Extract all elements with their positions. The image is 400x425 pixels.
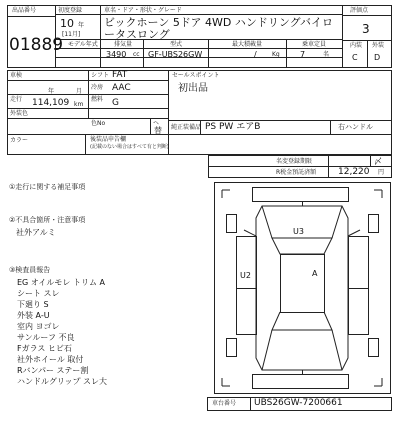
inspector-report-list: [17, 277, 197, 387]
car-name-label: 車名・ドア・形状・グレード: [104, 7, 182, 14]
fuel-value: G: [112, 98, 119, 108]
report-line: 下廻り S: [17, 300, 49, 309]
inspection-label: 車検: [10, 72, 23, 79]
drive-side-label: 右ハンドル: [338, 123, 373, 131]
tax-unit: 円: [378, 169, 385, 176]
driving-notes-label: ①走行に関する補足事項: [9, 183, 86, 191]
tax-value: 12,220: [338, 167, 370, 177]
first-reg-year: 10: [60, 17, 74, 30]
displacement-label: 排気量: [114, 41, 133, 48]
mileage-unit: km: [74, 101, 84, 108]
damage-mark-roof-rear: A: [312, 269, 318, 278]
exterior-label: 外装: [372, 42, 385, 49]
inspection-month-label: 月: [76, 88, 83, 95]
report-line: サンルーフ 不良: [17, 333, 75, 342]
history-note: (記載のない場合はすべて有と判断): [90, 144, 169, 150]
interior-value: C: [352, 53, 358, 62]
ac-value: AAC: [112, 83, 131, 93]
fuel-label: 燃料: [91, 96, 104, 103]
exterior-value: D: [374, 53, 381, 62]
max-load-value: /: [254, 50, 257, 59]
capacity-unit: 名: [323, 51, 330, 58]
chassis-number: UBS26GW-7200661: [254, 398, 343, 408]
first-reg-year-unit: 年: [78, 22, 85, 29]
lot-number: 01889: [9, 35, 64, 55]
equipment-value: PS PW エアB: [205, 122, 261, 132]
cert-deadline-label: 名変登録期限: [276, 158, 313, 165]
sales-point-value: 初出品: [178, 83, 208, 94]
max-load-label: 最大積載量: [232, 41, 263, 48]
car-name: ビックホーン 5ドア 4WD ハンドリングバイロータスロング: [104, 16, 333, 41]
model-year-label: モデル年式: [68, 41, 98, 48]
report-line: 社外ホイール 取付: [17, 355, 84, 364]
model-code-value: GF-UBS26GW: [148, 50, 203, 59]
mileage-value: 114,109: [32, 98, 70, 108]
ac-label: 冷房: [91, 84, 104, 91]
defect-notes-value: 社外アルミ: [16, 228, 56, 237]
first-reg-label: 初度登録: [58, 7, 83, 14]
mileage-label: 走行: [10, 96, 23, 103]
chassis-label: 車台番号: [212, 400, 237, 407]
report-line: 外装 A-U: [17, 311, 50, 320]
score-label: 評価点: [350, 7, 369, 14]
max-load-unit: Kg: [272, 51, 280, 58]
sales-point-label: セールスポイント: [172, 72, 220, 79]
damage-mark-roof: U3: [293, 227, 304, 236]
lot-label: 出品番号: [12, 7, 37, 14]
report-line: 室内 ヨゴレ: [17, 322, 60, 331]
report-line: Fガラス ヒビ石: [17, 344, 72, 353]
color-no-label: 色No: [91, 120, 106, 127]
defect-notes-label: ②不具合箇所・注意事項: [9, 216, 86, 224]
report-line: Rバンパー ステー割: [17, 366, 89, 375]
first-reg-month: [11月]: [62, 31, 81, 38]
exterior-color-label: 外装色: [10, 110, 29, 117]
chain-label: 替: [154, 126, 162, 135]
cert-mark: 〆: [374, 157, 382, 166]
shift-value: FAT: [112, 70, 128, 80]
displacement-value: 3490: [106, 50, 127, 59]
report-line: ハンドルグリップ スレ大: [17, 377, 108, 386]
model-code-label: 型式: [170, 41, 183, 48]
capacity-value: 7: [300, 50, 306, 59]
report-line: シート スレ: [17, 289, 60, 298]
interior-label: 内装: [350, 42, 363, 49]
score-value: 3: [362, 22, 370, 36]
chain-label-top: ヘ: [153, 120, 160, 127]
equipment-label: 純正装備品: [171, 124, 202, 131]
inspector-report-label: ③検査員報告: [9, 266, 51, 274]
inspection-year-label: 年: [48, 88, 55, 95]
color-plate-label: カラー: [10, 137, 29, 144]
shift-label: シフト: [91, 72, 110, 79]
damage-mark-left-door: U2: [240, 271, 251, 280]
history-label: 後装品申告欄: [90, 136, 127, 143]
capacity-label: 乗車定員: [302, 41, 327, 48]
report-line: EG オイルモレ トリム A: [17, 278, 105, 287]
displacement-unit: cc: [133, 51, 140, 58]
tax-label: R税金預託済額: [276, 169, 317, 176]
